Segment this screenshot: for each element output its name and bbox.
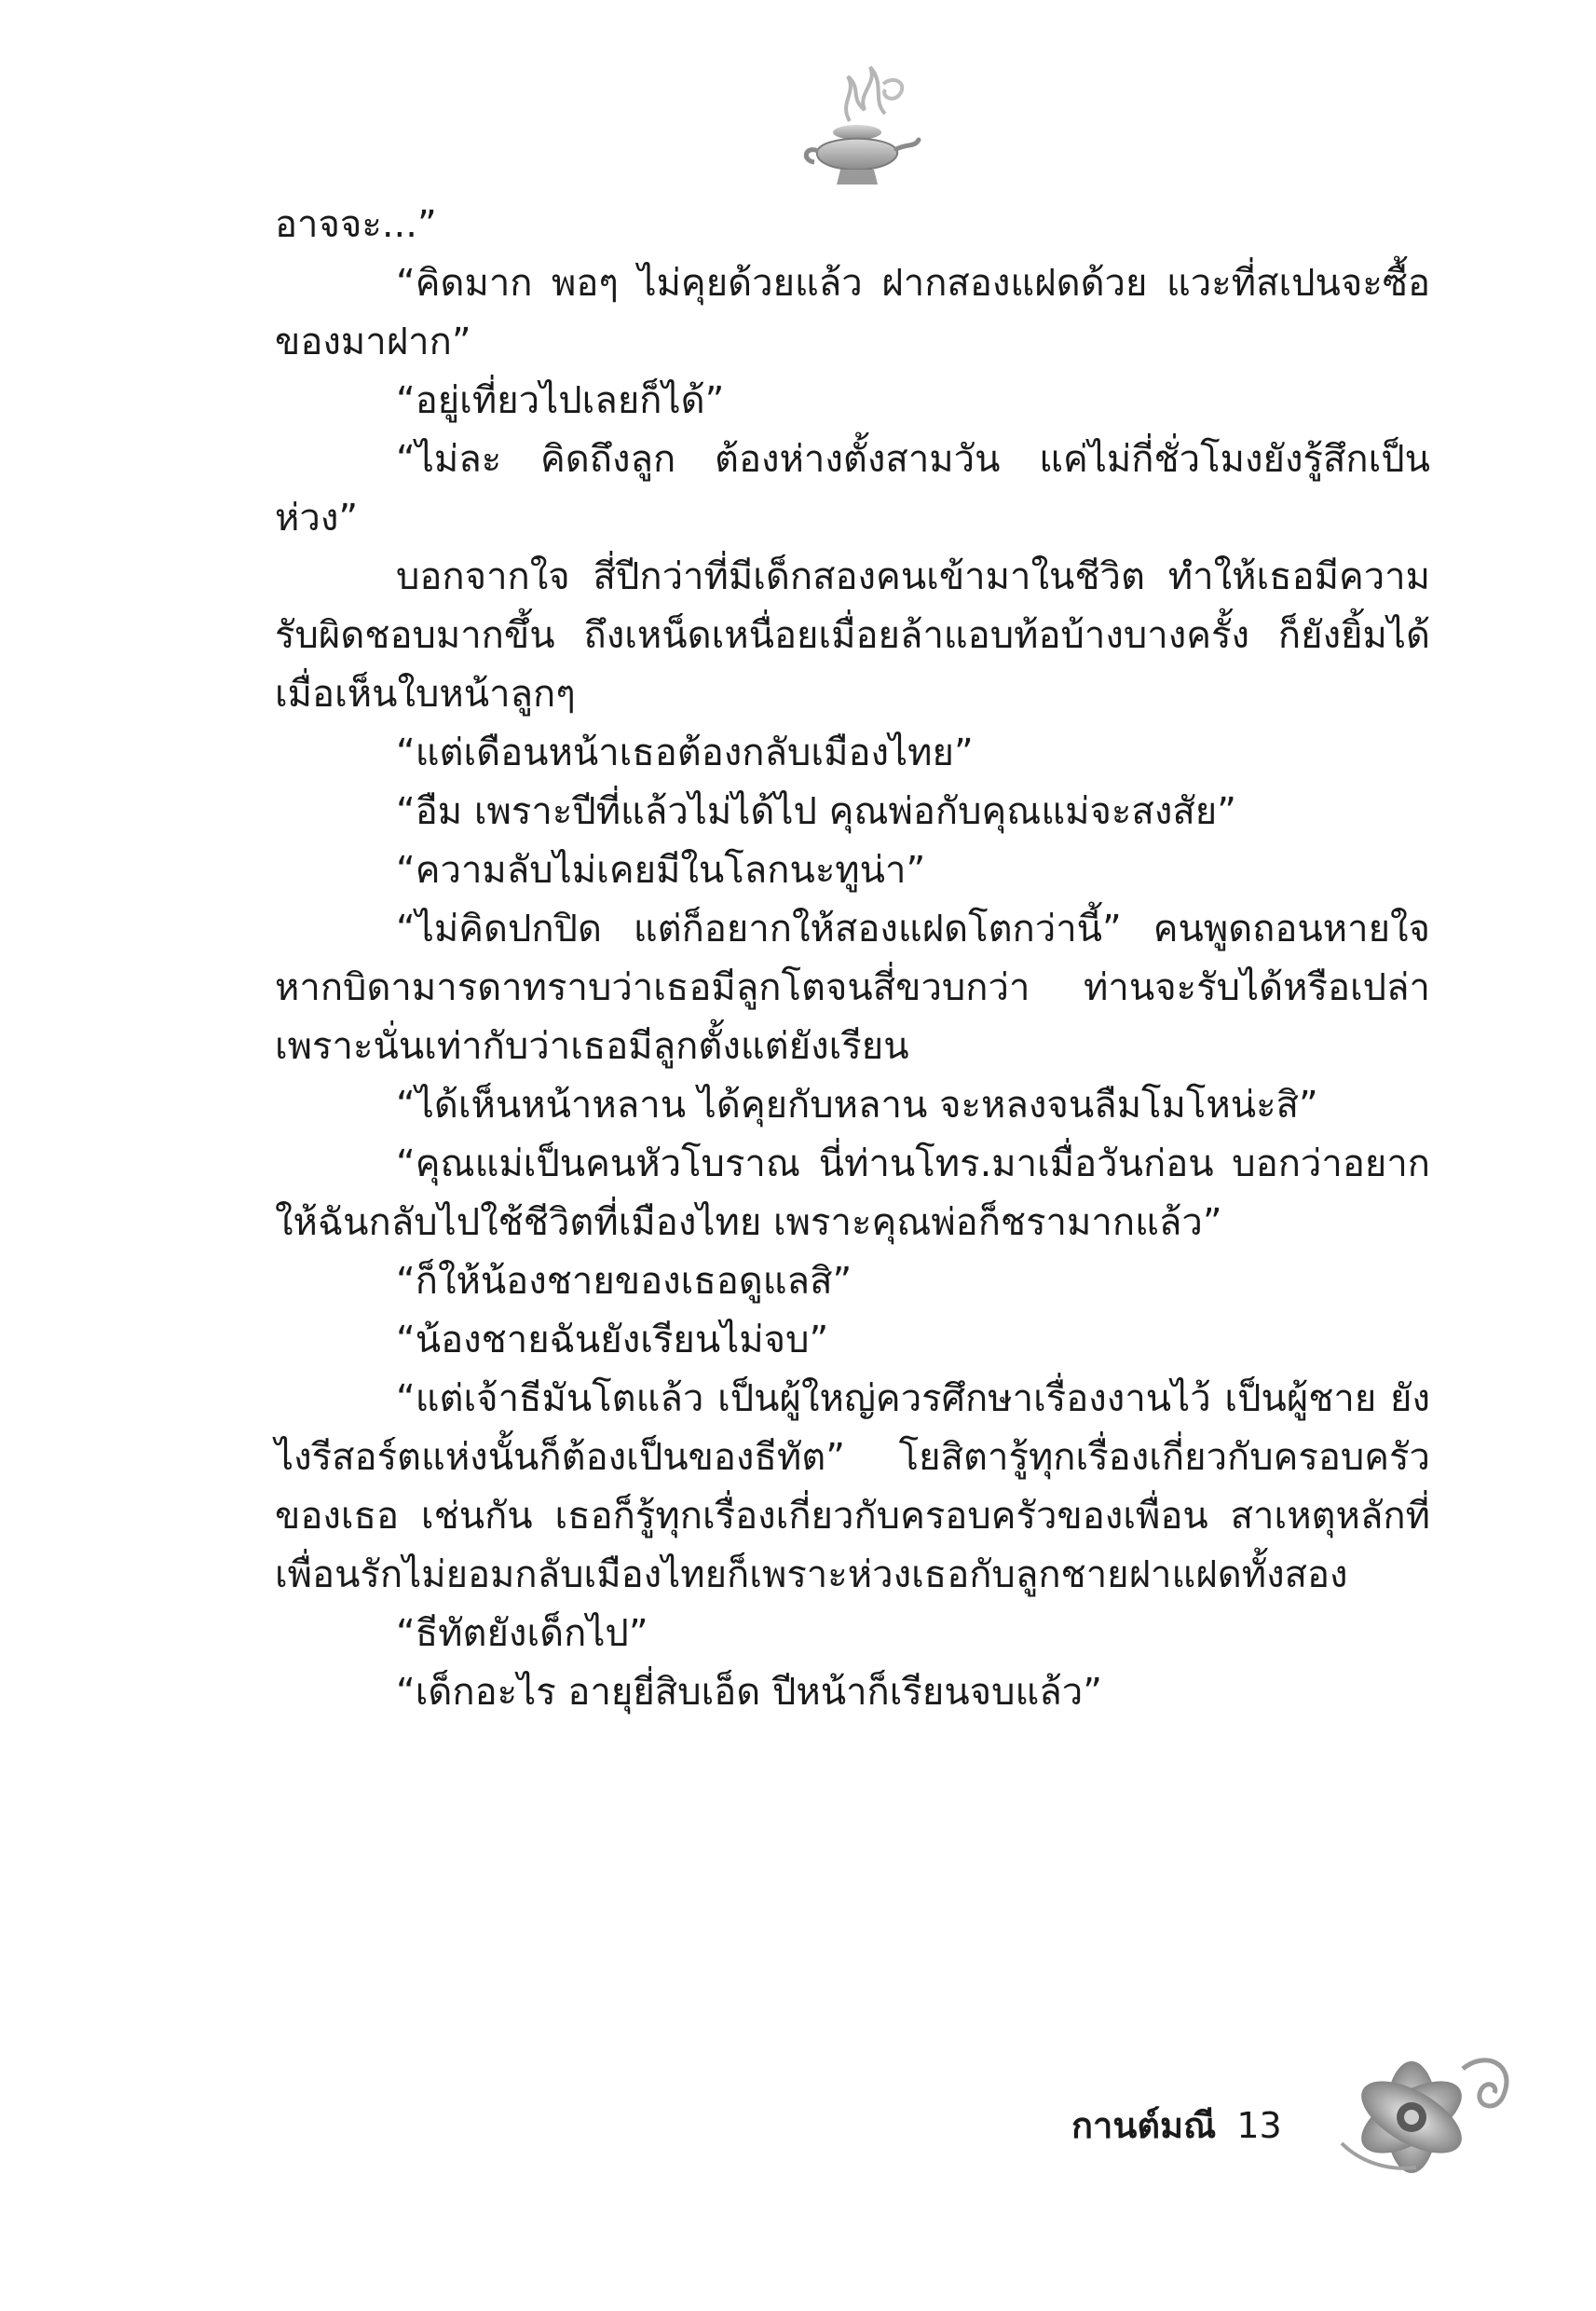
paragraph: “ธีทัตยังเด็กไป”: [396, 1612, 648, 1655]
magic-lamp-icon: [792, 56, 922, 196]
page-footer: [1071, 2097, 1282, 2154]
paragraph: บอกจากใจ สี่ปีกว่าที่มีเด็กสองคนเข้ามาในชีวิต ทำให้เธอมีความรับผิดชอบมากขึ้น ถึงเหน็ดเหนื่อยเมื่อยล้าแอบท้อบ้างบางครั้ง ก็ยังยิ้มได้เมื่อเห็นใบหน้าลูกๆ: [275, 555, 1430, 716]
paragraph: “ก็ให้น้องชายของเธอดูแลสิ”: [396, 1260, 853, 1303]
paragraph: “คุณแม่เป็นคนหัวโบราณ นี่ท่านโทร.มาเมื่อวันก่อน บอกว่าอยากให้ฉันกลับไปใช้ชีวิตที่เมืองไทย เพราะคุณพ่อก็ชรามากแล้ว”: [275, 1142, 1430, 1244]
paragraph: อาจจะ...”: [275, 203, 437, 246]
paragraph: “ได้เห็นหน้าหลาน ได้คุยกับหลาน จะหลงจนลืมโมโหน่ะสิ”: [396, 1084, 1318, 1127]
paragraph: “แต่เดือนหน้าเธอต้องกลับเมืองไทย”: [396, 732, 974, 774]
paragraph: “อยู่เที่ยวไปเลยก็ได้”: [396, 379, 725, 422]
flower-icon: [1323, 2031, 1519, 2190]
story-text: [275, 196, 1430, 1722]
page-number: 13: [1236, 2104, 1282, 2146]
paragraph: “เด็กอะไร อายุยี่สิบเอ็ด ปีหน้าก็เรียนจบแล้ว”: [396, 1671, 1102, 1714]
book-title: กานต์มณี: [1071, 2105, 1217, 2146]
paragraph: “ความลับไม่เคยมีในโลกนะทูน่า”: [396, 849, 926, 892]
paragraph: “ไม่คิดปกปิด แต่ก็อยากให้สองแฝดโตกว่านี้” คนพูดถอนหายใจ หากบิดามารดาทราบว่าเธอมีลูกโตจนสี่ขวบกว่า ท่านจะรับได้หรือเปล่า เพราะนั่นเท่ากับว่าเธอมีลูกตั้งแต่ยังเรียน: [275, 908, 1430, 1068]
paragraph: “น้องชายฉันยังเรียนไม่จบ”: [396, 1319, 829, 1361]
paragraph: “แต่เจ้าธีมันโตแล้ว เป็นผู้ใหญ่ควรศึกษาเรื่องงานไว้ เป็นผู้ชาย ยังไงรีสอร์ตแห่งนั้นก็ต้องเป็นของธีทัต” โยสิตารู้ทุกเรื่องเกี่ยวกับครอบครัวของเธอ เช่นกัน เธอก็รู้ทุกเรื่องเกี่ยวกับครอบครัวของเพื่อน สาเหตุหลักที่เพื่อนรักไม่ยอมกลับเมืองไทยก็เพราะห่วงเธอกับลูกชายฝาแฝดทั้งสอง: [275, 1377, 1430, 1596]
paragraph: “คิดมาก พอๆ ไม่คุยด้วยแล้ว ฝากสองแฝดด้วย แวะที่สเปนจะซื้อของมาฝาก”: [275, 262, 1430, 363]
paragraph: “อืม เพราะปีที่แล้วไม่ได้ไป คุณพ่อกับคุณแม่จะสงสัย”: [396, 790, 1236, 833]
paragraph: “ไม่ละ คิดถึงลูก ต้องห่างตั้งสามวัน แค่ไม่กี่ชั่วโมงยังรู้สึกเป็นห่วง”: [275, 438, 1430, 540]
